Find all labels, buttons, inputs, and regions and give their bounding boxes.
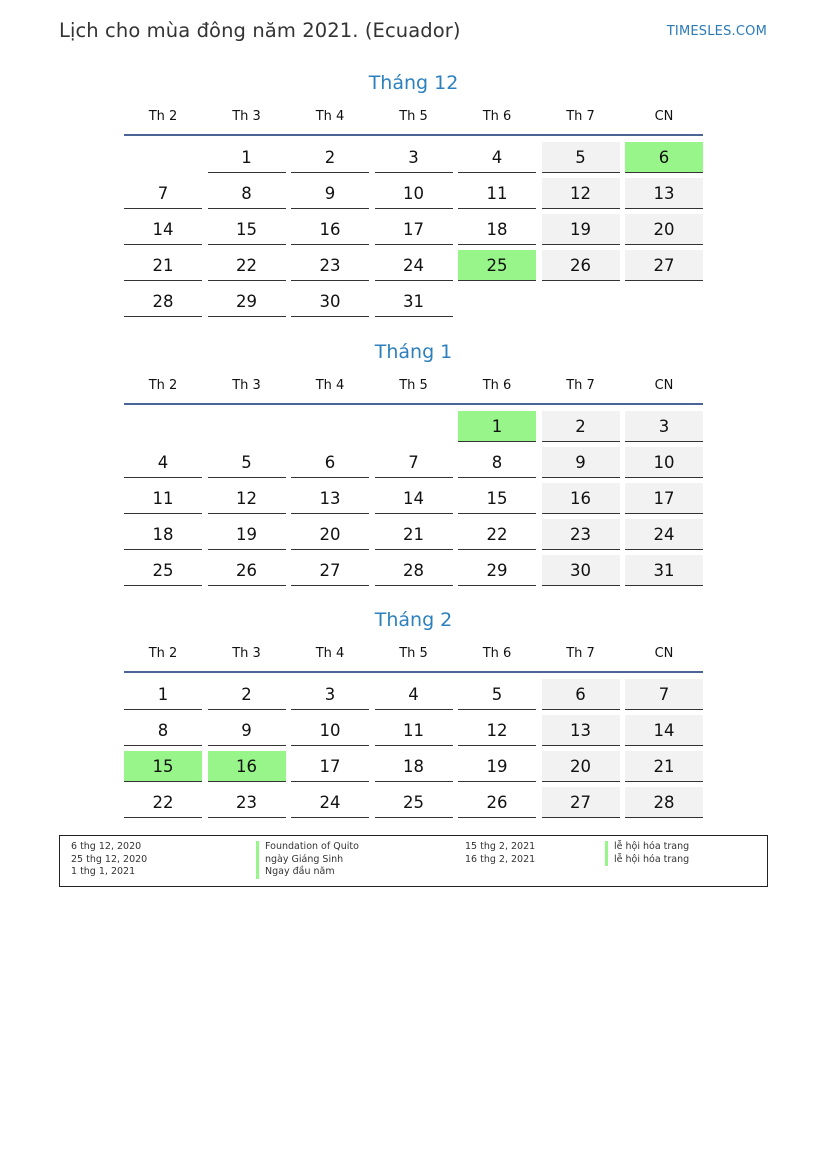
weekday-label: Th 2 xyxy=(148,646,178,661)
weekday-label: Th 6 xyxy=(482,109,512,124)
day-cell: 27 xyxy=(542,787,620,818)
day-cell: 19 xyxy=(208,519,286,550)
day-cell: 1 xyxy=(208,142,286,173)
day-cell: 21 xyxy=(124,250,202,281)
day-cell: 10 xyxy=(625,447,703,478)
day-cell: 28 xyxy=(124,286,202,317)
day-cell: 13 xyxy=(625,178,703,209)
weekday-label: Th 7 xyxy=(566,646,595,661)
page-title: Lịch cho mùa đông năm 2021. (Ecuador) xyxy=(59,19,461,42)
day-cell: 14 xyxy=(625,715,703,746)
day-cell: 3 xyxy=(375,142,453,173)
day-cell: 31 xyxy=(625,555,703,586)
month-title: Tháng 2 xyxy=(374,609,453,631)
legend-date: 1 thg 1, 2021 xyxy=(71,866,136,877)
day-cell: 9 xyxy=(542,447,620,478)
day-cell: 17 xyxy=(375,214,453,245)
day-cell: 16 xyxy=(291,214,369,245)
weekday-label: Th 6 xyxy=(482,646,512,661)
day-cell: 24 xyxy=(375,250,453,281)
day-cell: 12 xyxy=(208,483,286,514)
day-cell: 28 xyxy=(375,555,453,586)
month-title: Tháng 12 xyxy=(368,72,459,94)
legend-date: 16 thg 2, 2021 xyxy=(465,853,536,865)
weekday-label: Th 5 xyxy=(399,378,428,393)
day-cell: 26 xyxy=(542,250,620,281)
day-cell: 2 xyxy=(542,411,620,442)
holiday-day-cell: 1 xyxy=(458,411,536,442)
day-cell: 9 xyxy=(291,178,369,209)
day-cell: 30 xyxy=(291,286,369,317)
weekday-label: Th 7 xyxy=(566,378,595,393)
day-cell: 18 xyxy=(124,519,202,550)
day-cell: 28 xyxy=(625,787,703,818)
day-cell: 13 xyxy=(542,715,620,746)
day-cell: 14 xyxy=(375,483,453,514)
day-cell: 11 xyxy=(458,178,536,209)
day-cell: 26 xyxy=(458,787,536,818)
weekday-label: CN xyxy=(654,646,674,661)
day-cell: 30 xyxy=(542,555,620,586)
legend-holiday-name: lễ hội hóa trang xyxy=(605,841,689,854)
legend-date: 25 thg 12, 2020 xyxy=(71,853,148,865)
day-cell: 6 xyxy=(291,447,369,478)
day-cell: 26 xyxy=(208,555,286,586)
weekday-label: Th 5 xyxy=(399,646,428,661)
weekday-label: Th 2 xyxy=(148,109,178,124)
day-cell: 3 xyxy=(625,411,703,442)
legend-holiday-name: ngày Giáng Sinh xyxy=(256,854,343,867)
weekday-label: Th 3 xyxy=(232,378,261,393)
legend-date: 6 thg 12, 2020 xyxy=(71,841,142,852)
weekday-header xyxy=(124,643,703,673)
legend-holiday-name: Ngay đầu năm xyxy=(256,866,335,879)
day-cell: 16 xyxy=(542,483,620,514)
weekday-label: Th 4 xyxy=(315,109,345,124)
day-cell: 19 xyxy=(542,214,620,245)
day-cell: 5 xyxy=(458,679,536,710)
month-calendar xyxy=(124,339,703,580)
day-cell: 24 xyxy=(625,519,703,550)
weekday-label: Th 3 xyxy=(232,646,261,661)
day-cell: 8 xyxy=(458,447,536,478)
weekday-label: Th 6 xyxy=(482,378,512,393)
day-cell: 12 xyxy=(542,178,620,209)
day-cell: 4 xyxy=(124,447,202,478)
legend-holiday-name: lễ hội hóa trang xyxy=(605,854,689,867)
day-cell: 29 xyxy=(208,286,286,317)
day-cell: 5 xyxy=(208,447,286,478)
day-cell: 17 xyxy=(291,751,369,782)
day-cell: 20 xyxy=(625,214,703,245)
day-cell: 22 xyxy=(458,519,536,550)
day-cell: 25 xyxy=(375,787,453,818)
holiday-day-cell: 15 xyxy=(124,751,202,782)
day-cell: 12 xyxy=(458,715,536,746)
month-calendar xyxy=(124,70,703,311)
day-cell: 15 xyxy=(208,214,286,245)
day-cell: 19 xyxy=(458,751,536,782)
day-cell: 18 xyxy=(375,751,453,782)
weekday-label: Th 2 xyxy=(148,378,178,393)
holiday-day-cell: 6 xyxy=(625,142,703,173)
day-cell: 4 xyxy=(458,142,536,173)
weekday-label: CN xyxy=(654,378,674,393)
day-cell: 8 xyxy=(208,178,286,209)
day-cell: 15 xyxy=(458,483,536,514)
weekday-label: Th 3 xyxy=(232,109,261,124)
month-title: Tháng 1 xyxy=(374,341,453,363)
brand-link[interactable]: TIMESLES.COM xyxy=(666,24,767,39)
day-cell: 11 xyxy=(375,715,453,746)
day-cell: 21 xyxy=(625,751,703,782)
weekday-label: Th 5 xyxy=(399,109,428,124)
day-cell: 22 xyxy=(208,250,286,281)
day-cell: 14 xyxy=(124,214,202,245)
legend-date: 15 thg 2, 2021 xyxy=(465,841,536,852)
day-cell: 27 xyxy=(625,250,703,281)
weekday-label: Th 4 xyxy=(315,646,345,661)
day-cell: 13 xyxy=(291,483,369,514)
day-cell: 7 xyxy=(375,447,453,478)
day-cell: 21 xyxy=(375,519,453,550)
day-cell: 31 xyxy=(375,286,453,317)
day-cell: 20 xyxy=(291,519,369,550)
legend-holiday-name: Foundation of Quito xyxy=(256,841,359,854)
day-cell: 7 xyxy=(625,679,703,710)
weekday-label: Th 4 xyxy=(315,378,345,393)
day-cell: 1 xyxy=(124,679,202,710)
day-cell: 10 xyxy=(291,715,369,746)
holiday-day-cell: 25 xyxy=(458,250,536,281)
day-cell: 9 xyxy=(208,715,286,746)
day-cell: 24 xyxy=(291,787,369,818)
day-cell: 23 xyxy=(542,519,620,550)
day-cell: 4 xyxy=(375,679,453,710)
weekday-label: Th 7 xyxy=(566,109,595,124)
day-cell: 17 xyxy=(625,483,703,514)
weekday-header xyxy=(124,375,703,405)
day-cell: 27 xyxy=(291,555,369,586)
day-cell: 2 xyxy=(208,679,286,710)
day-cell: 10 xyxy=(375,178,453,209)
day-cell: 25 xyxy=(124,555,202,586)
day-cell: 20 xyxy=(542,751,620,782)
holiday-day-cell: 16 xyxy=(208,751,286,782)
day-cell: 8 xyxy=(124,715,202,746)
day-cell: 29 xyxy=(458,555,536,586)
day-cell: 6 xyxy=(542,679,620,710)
day-cell: 3 xyxy=(291,679,369,710)
weekday-label: CN xyxy=(654,109,674,124)
day-cell: 23 xyxy=(291,250,369,281)
day-cell: 2 xyxy=(291,142,369,173)
day-cell: 7 xyxy=(124,178,202,209)
day-cell: 18 xyxy=(458,214,536,245)
day-cell: 22 xyxy=(124,787,202,818)
day-cell: 23 xyxy=(208,787,286,818)
holiday-legend xyxy=(59,835,768,887)
day-cell: 5 xyxy=(542,142,620,173)
day-cell: 11 xyxy=(124,483,202,514)
month-calendar xyxy=(124,607,703,812)
weekday-header xyxy=(124,106,703,136)
